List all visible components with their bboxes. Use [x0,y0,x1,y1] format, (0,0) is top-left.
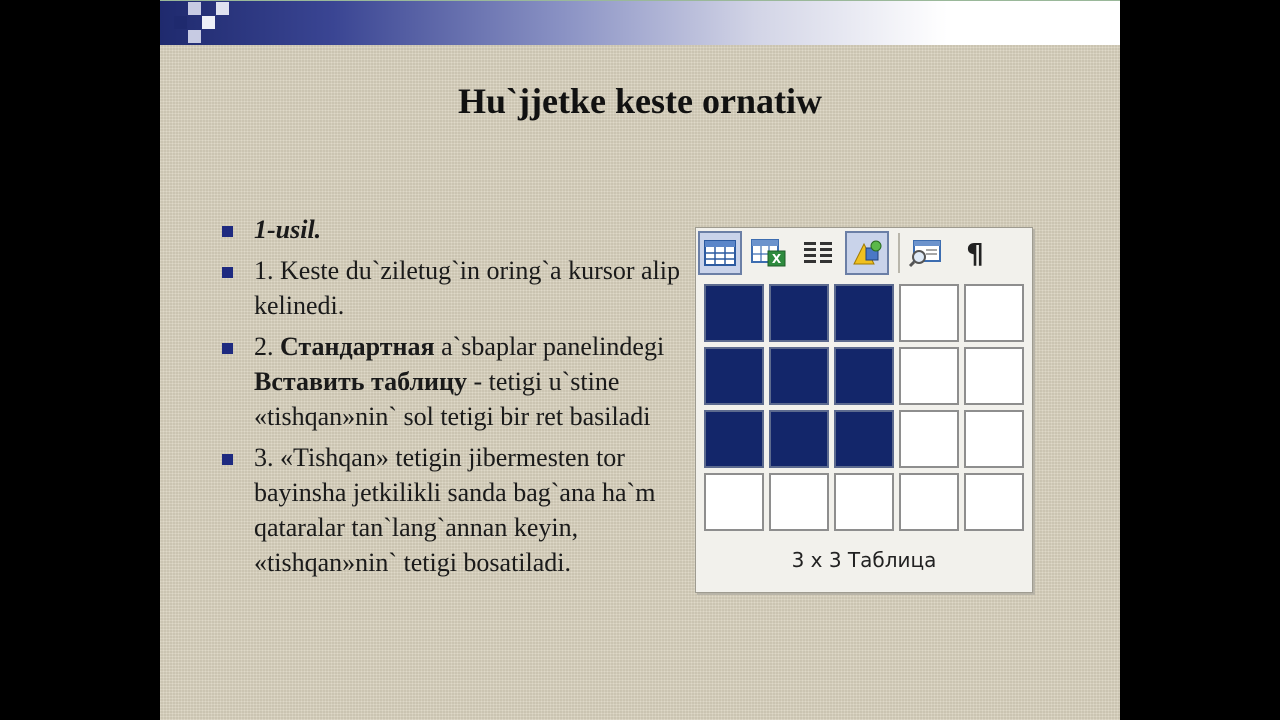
bullet-item [220,253,680,323]
insert-table-picker [695,227,1033,593]
grid-cell-selected[interactable] [834,347,894,405]
bullet-text-pre: 2. [254,332,280,361]
pilcrow-icon: ¶ [966,236,984,270]
grid-cell[interactable] [964,347,1024,405]
grid-cell[interactable] [704,473,764,531]
bullet-text-mid: a`sbaplar panelindegi [434,332,665,361]
grid-cell[interactable] [899,347,959,405]
grid-cell[interactable] [964,473,1024,531]
bullet-text-post: - tetigi u`stine «tishqan»nin` sol tetigi bir ret basiladi [254,367,651,431]
grid-cell[interactable] [964,410,1024,468]
title-bar-decoration [160,0,1120,45]
bullet-item [220,212,680,247]
show-formatting-button[interactable] [953,231,997,275]
drawing-icon [850,238,884,268]
grid-cell-selected[interactable] [769,410,829,468]
bullet-bold-standard: Стандартная [280,332,435,361]
grid-cell[interactable] [899,473,959,531]
insert-excel-icon [751,238,787,268]
grid-cell-selected[interactable] [704,347,764,405]
bullet-text: 1. Keste du`ziletug`in oring`a kursor alip kelinedi. [254,256,680,320]
grid-cell-selected[interactable] [834,410,894,468]
grid-cell-selected[interactable] [704,284,764,342]
svg-text:X: X [771,252,782,266]
grid-cell-selected[interactable] [834,284,894,342]
grid-cell-selected[interactable] [769,347,829,405]
bullet-text: 1-usil. [254,215,322,244]
columns-icon [802,239,834,267]
grid-cell[interactable] [899,284,959,342]
bullet-bold-insert-table: Вставить таблицу [254,367,468,396]
bullet-text: 3. «Tishqan» tetigin jibermesten tor bayinsha jetkilikli sanda bag`ana ha`m qataralar tan`lang`annan keyin, «tishqan»nin` tetigi bosatiladi. [254,443,656,577]
toolbar [696,228,1032,278]
slide [160,0,1120,720]
bullet-list [220,212,680,586]
columns-button[interactable] [796,231,840,275]
drawing-button[interactable] [845,231,889,275]
bullet-item [220,329,680,434]
table-size-caption: 3 x 3 Таблица [791,548,937,572]
document-map-button[interactable] [904,231,948,275]
bullet-item [220,440,680,580]
grid-cell[interactable] [834,473,894,531]
insert-excel-button[interactable] [747,231,791,275]
slide-title: Hu`jjetke keste ornatiw [458,81,822,121]
grid-cell[interactable] [899,410,959,468]
doc-map-icon [908,238,944,268]
grid-cell[interactable] [769,473,829,531]
toolbar-separator [898,233,900,273]
grid-cell[interactable] [964,284,1024,342]
grid-cell-selected[interactable] [769,284,829,342]
grid-cell-selected[interactable] [704,410,764,468]
insert-table-icon [704,239,736,267]
insert-table-button[interactable] [698,231,742,275]
table-size-grid[interactable] [704,284,1024,531]
